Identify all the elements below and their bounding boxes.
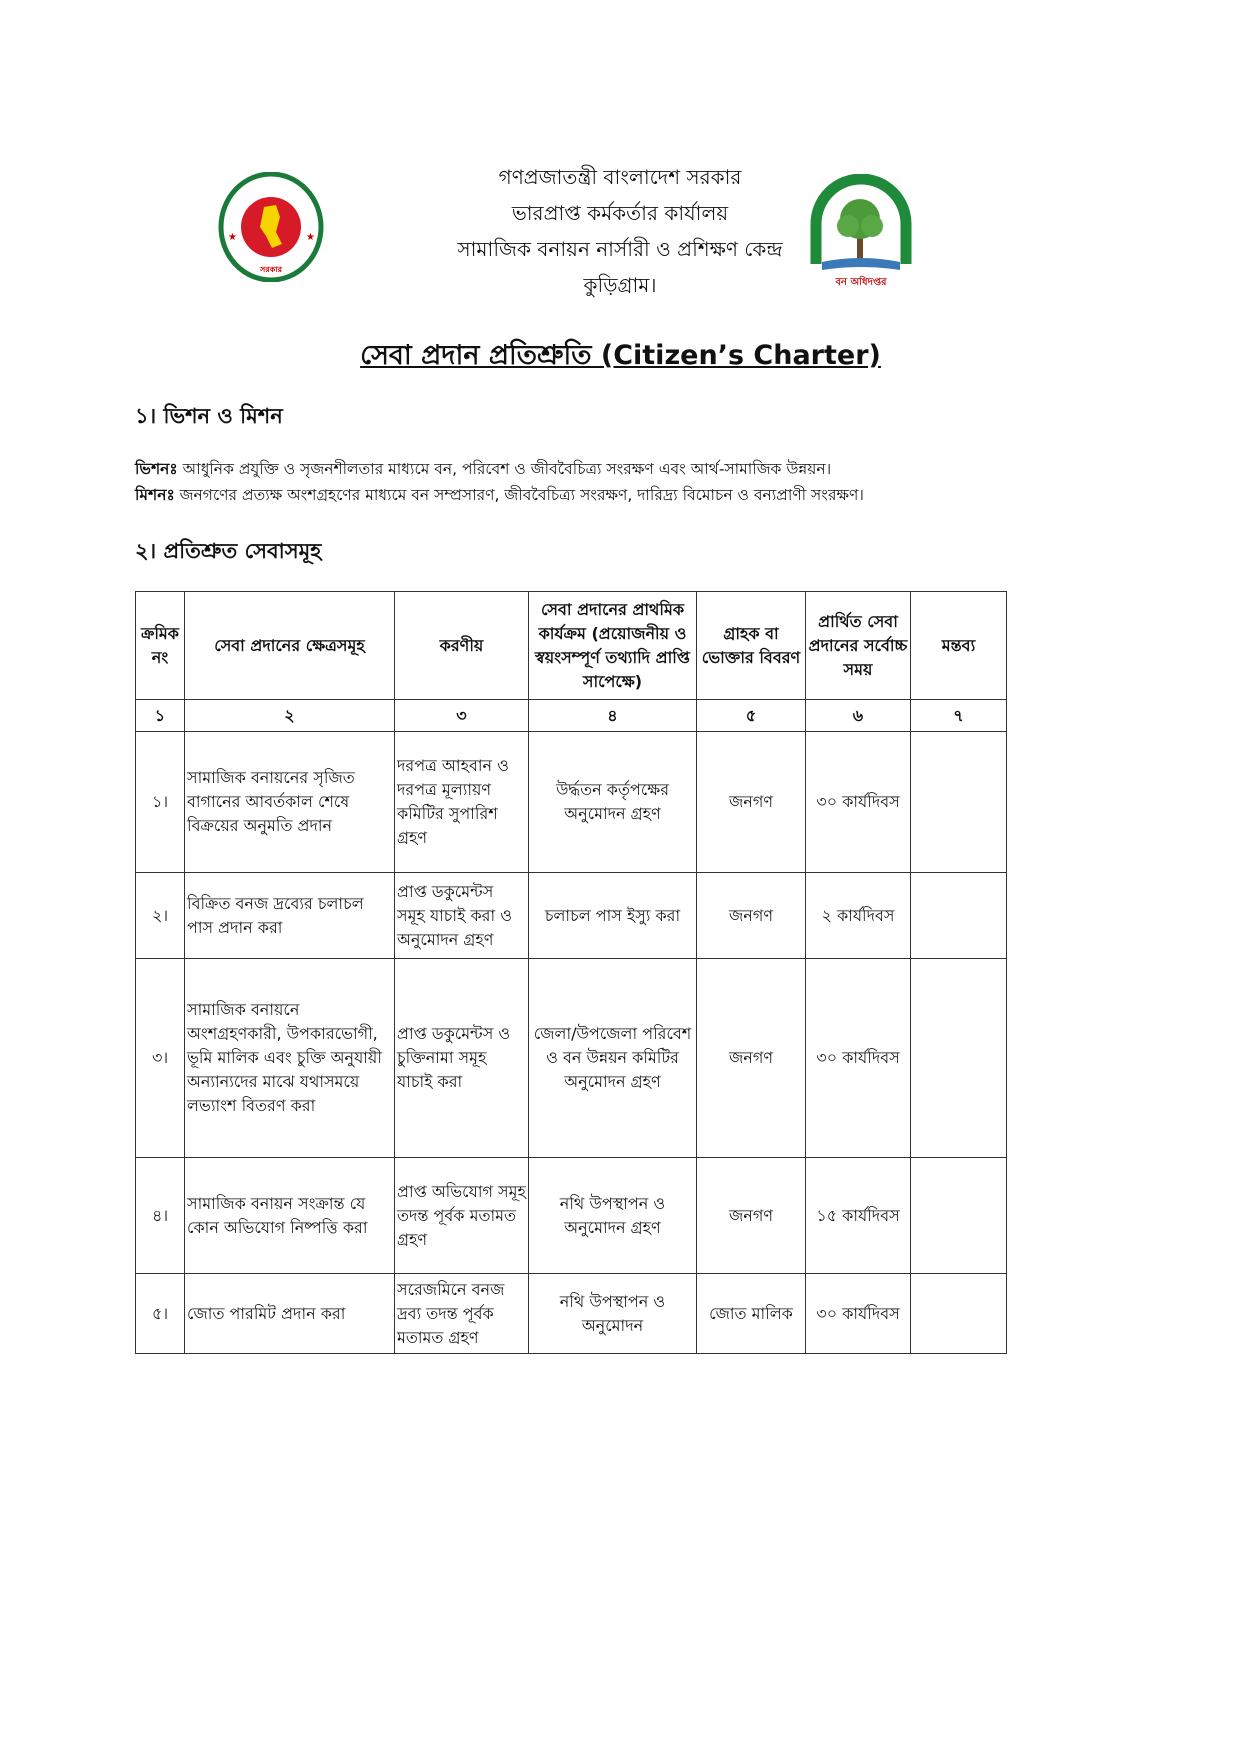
mission-text xyxy=(135,483,864,509)
col-header-time: প্রার্থিত সেবা প্রদানের সর্বোচ্চ সময় xyxy=(806,592,911,700)
cell-service-area: সামাজিক বনায়নে অংশগ্রহণকারী, উপকারভোগী, ভূমি মালিক এবং চুক্তি অনুযায়ী অন্যান্যদের মাঝে যথাসময়ে লভ্যাংশ বিতরণ করা xyxy=(185,959,395,1158)
cell-client: জোত মালিক xyxy=(697,1274,806,1354)
cell-todo: প্রাপ্ত ডকুমেন্টস ও চুক্তিনামা সমূহ যাচাই করা xyxy=(395,959,529,1158)
cell-todo: সরেজমিনে বনজ দ্রব্য তদন্ত পূর্বক মতামত গ্রহণ xyxy=(395,1274,529,1354)
mission-body: জনগণের প্রত্যক্ষ অংশগ্রহণের মাধ্যমে বন সম্প্রসারণ, জীববৈচিত্র্য সংরক্ষণ, দারিদ্র্য বিমোচন ও বন্যপ্রাণী সংরক্ষণ। xyxy=(179,486,864,504)
col-header-serial: ক্রমিক নং xyxy=(136,592,185,700)
services-table xyxy=(135,591,1007,1354)
table-row xyxy=(136,1158,1007,1274)
col-header-activity: সেবা প্রদানের প্রাথমিক কার্যক্রম (প্রয়োজনীয় ও স্বয়ংসম্পূর্ণ তথ্যাদি প্রাপ্তি সাপেক্ষে) xyxy=(529,592,697,700)
cell-serial: ৪। xyxy=(136,1158,185,1274)
cell-todo: প্রাপ্ত অভিযোগ সমূহ তদন্ত পূর্বক মতামত গ্রহণ xyxy=(395,1158,529,1274)
svg-text:বন অধিদপ্তর: বন অধিদপ্তর xyxy=(835,277,887,288)
cell-activity: নথি উপস্থাপন ও অনুমোদন গ্রহণ xyxy=(529,1158,697,1274)
cell-client: জনগণ xyxy=(697,873,806,959)
column-number-row xyxy=(136,700,1007,732)
col-header-todo: করণীয় xyxy=(395,592,529,700)
cell-service-area: জোত পারমিট প্রদান করা xyxy=(185,1274,395,1354)
cell-time: ৩০ কার্যদিবস xyxy=(806,732,911,873)
section-heading-vision-mission: ১। ভিশন ও মিশন xyxy=(135,404,283,428)
table-row xyxy=(136,959,1007,1158)
col-header-client: গ্রাহক বা ভোক্তার বিবরণ xyxy=(697,592,806,700)
col-header-remark: মন্তব্য xyxy=(911,592,1007,700)
forest-department-logo xyxy=(808,174,914,290)
cell-activity: উর্দ্ধতন কর্তৃপক্ষের অনুমোদন গ্রহণ xyxy=(529,732,697,873)
cell-remark xyxy=(911,1274,1007,1354)
vision-body: আধুনিক প্রযুক্তি ও সৃজনশীলতার মাধ্যমে বন, পরিবেশ ও জীববৈচিত্র্য সংরক্ষণ এবং আর্থ-সামাজিক উন্নয়ন। xyxy=(182,460,832,478)
cell-serial: ৩। xyxy=(136,959,185,1158)
table-row xyxy=(136,732,1007,873)
svg-text:★: ★ xyxy=(306,232,315,243)
vision-text xyxy=(135,457,831,483)
cell-activity: জেলা/উপজেলা পরিবেশ ও বন উন্নয়ন কমিটির অনুমোদন গ্রহণ xyxy=(529,959,697,1158)
cell-remark xyxy=(911,873,1007,959)
svg-text:★: ★ xyxy=(228,232,237,243)
header-line-2: ভারপ্রাপ্ত কর্মকর্তার কার্যালয় xyxy=(511,201,729,225)
cell-remark xyxy=(911,732,1007,873)
cell-activity: নথি উপস্থাপন ও অনুমোদন xyxy=(529,1274,697,1354)
col-number: ২ xyxy=(185,700,395,732)
cell-time: ২ কার্যদিবস xyxy=(806,873,911,959)
cell-todo: দরপত্র আহবান ও দরপত্র মূল্যায়ণ কমিটির সুপারিশ গ্রহণ xyxy=(395,732,529,873)
government-seal-logo xyxy=(218,172,324,282)
cell-client: জনগণ xyxy=(697,959,806,1158)
col-number: ৩ xyxy=(395,700,529,732)
cell-todo: প্রাপ্ত ডকুমেন্টস সমূহ যাচাই করা ও অনুমোদন গ্রহণ xyxy=(395,873,529,959)
col-number: ৬ xyxy=(806,700,911,732)
cell-time: ৩০ কার্যদিবস xyxy=(806,959,911,1158)
page-title: সেবা প্রদান প্রতিশ্রুতি (Citizen’s Charter) xyxy=(360,340,881,371)
cell-remark xyxy=(911,959,1007,1158)
cell-client: জনগণ xyxy=(697,732,806,873)
cell-service-area: সামাজিক বনায়নের সৃজিত বাগানের আবর্তকাল শেষে বিক্রয়ের অনুমতি প্রদান xyxy=(185,732,395,873)
mission-label: মিশনঃ xyxy=(135,486,175,504)
table-header-row xyxy=(136,592,1007,700)
cell-service-area: বিক্রিত বনজ দ্রব্যের চলাচল পাস প্রদান করা xyxy=(185,873,395,959)
table-row xyxy=(136,1274,1007,1354)
header-line-4: কুড়িগ্রাম। xyxy=(583,273,657,297)
col-number: ৪ xyxy=(529,700,697,732)
cell-serial: ২। xyxy=(136,873,185,959)
cell-client: জনগণ xyxy=(697,1158,806,1274)
table-row xyxy=(136,873,1007,959)
cell-activity: চলাচল পাস ইস্যু করা xyxy=(529,873,697,959)
header-line-3: সামাজিক বনায়ন নার্সারী ও প্রশিক্ষণ কেন্দ্র xyxy=(457,237,783,261)
cell-time: ১৫ কার্যদিবস xyxy=(806,1158,911,1274)
col-number: ৫ xyxy=(697,700,806,732)
header-line-1: গণপ্রজাতন্ত্রী বাংলাদেশ সরকার xyxy=(498,165,742,189)
svg-text:সরকার: সরকার xyxy=(259,265,283,274)
col-header-service-area: সেবা প্রদানের ক্ষেত্রসমূহ xyxy=(185,592,395,700)
cell-service-area: সামাজিক বনায়ন সংক্রান্ত যে কোন অভিযোগ নিষ্পত্তি করা xyxy=(185,1158,395,1274)
col-number: ১ xyxy=(136,700,185,732)
cell-serial: ৫। xyxy=(136,1274,185,1354)
vision-label: ভিশনঃ xyxy=(135,460,178,478)
section-heading-services: ২। প্রতিশ্রুত সেবাসমূহ xyxy=(135,539,322,563)
cell-serial: ১। xyxy=(136,732,185,873)
col-number: ৭ xyxy=(911,700,1007,732)
cell-time: ৩০ কার্যদিবস xyxy=(806,1274,911,1354)
cell-remark xyxy=(911,1158,1007,1274)
